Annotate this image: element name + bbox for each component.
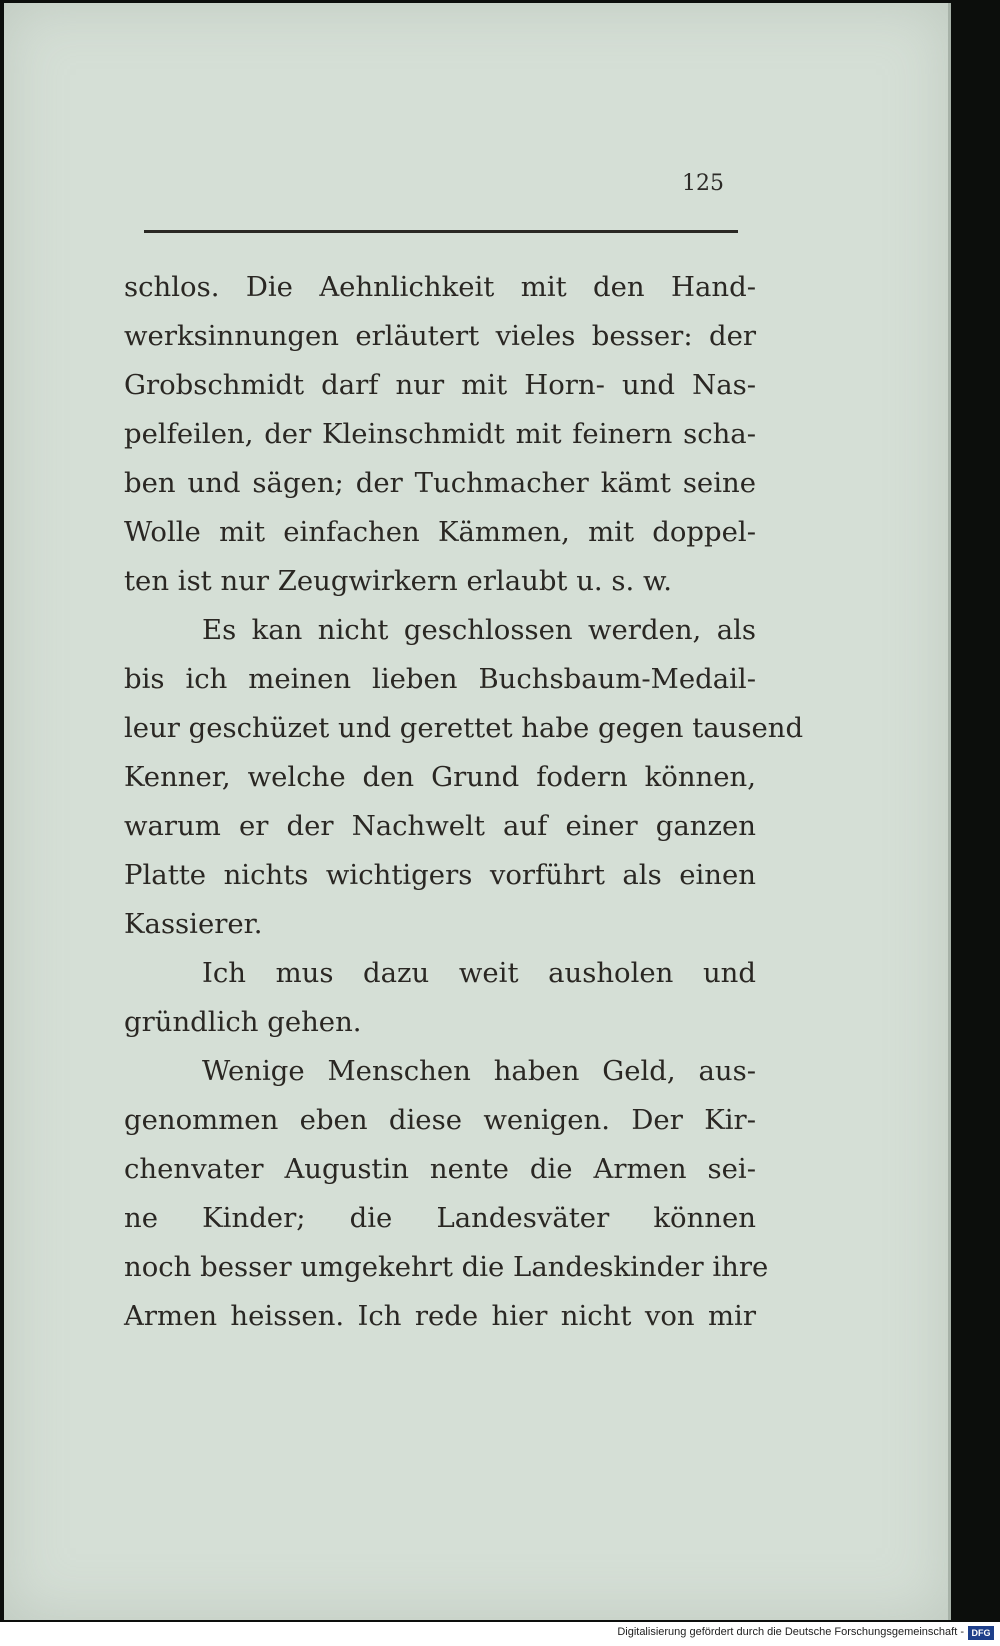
text-line: ben und sägen; der Tuchmacher kämt seine (124, 467, 756, 499)
text-line: schlos. Die Aehnlichkeit mit den Hand- (124, 271, 756, 303)
text-line: Es kan nicht geschlossen werden, als (202, 614, 756, 646)
text-line: werksinnungen erläutert vieles besser: der (124, 320, 756, 352)
text-line: Ich mus dazu weit ausholen und (202, 957, 756, 989)
text-line: gründlich gehen. (124, 1006, 362, 1038)
text-line: ten ist nur Zeugwirkern erlaubt u. s. w. (124, 565, 673, 597)
book-page (4, 3, 948, 1620)
page-edge (948, 3, 951, 1620)
funding-credit: Digitalisierung gefördert durch die Deutsche Forschungsgemeinschaft - (617, 1626, 964, 1638)
text-line: warum er der Nachwelt auf einer ganzen (124, 810, 756, 842)
text-line: leur geschüzet und gerettet habe gegen tausend (124, 712, 804, 744)
text-line: pelfeilen, der Kleinschmidt mit feinern scha- (124, 418, 756, 450)
digitization-footer (0, 1622, 1000, 1646)
text-line: bis ich meinen lieben Buchsbaum-Medail- (124, 663, 756, 695)
text-line: noch besser umgekehrt die Landeskinder ihre (124, 1251, 769, 1283)
text-line: ne Kinder; die Landesväter können (124, 1202, 756, 1234)
text-line: Armen heissen. Ich rede hier nicht von mir (124, 1300, 756, 1332)
text-line: chenvater Augustin nente die Armen sei- (124, 1153, 756, 1185)
text-line: Wenige Menschen haben Geld, aus- (202, 1055, 756, 1087)
text-line: Platte nichts wichtigers vorführt als einen (124, 859, 756, 891)
dfg-logo: DFG (968, 1626, 994, 1640)
text-line: genommen eben diese wenigen. Der Kir- (124, 1104, 756, 1136)
body-text (124, 263, 804, 1341)
text-line: Kenner, welche den Grund fodern können, (124, 761, 756, 793)
header-rule (144, 230, 738, 233)
text-line: Kassierer. (124, 908, 263, 940)
text-line: Grobschmidt darf nur mit Horn- und Nas- (124, 369, 756, 401)
page-number: 125 (682, 171, 724, 196)
text-line: Wolle mit einfachen Kämmen, mit doppel- (124, 516, 756, 548)
